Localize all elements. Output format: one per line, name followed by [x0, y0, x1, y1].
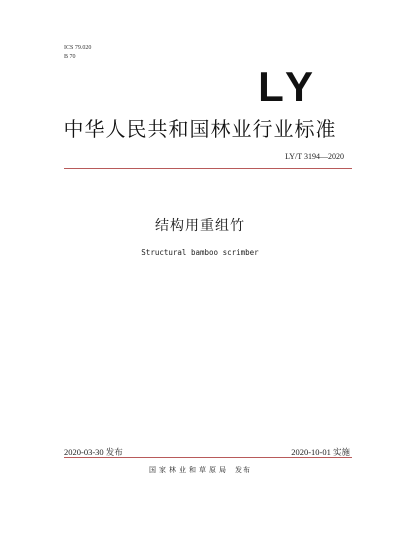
issuer-line	[0, 465, 400, 475]
ics-code: ICS 79.020	[64, 45, 92, 51]
ccs-code: B 70	[64, 54, 76, 60]
issuer-org: 国家林业和草原局	[149, 466, 229, 474]
implementation-date: 2020-10-01 实施	[291, 447, 350, 457]
standard-class-title: 中华人民共和国林业行业标准	[63, 117, 337, 141]
document-title-cn: 结构用重组竹	[155, 218, 245, 234]
issuer-suffix: 发布	[235, 466, 251, 474]
bottom-divider	[64, 457, 352, 458]
top-divider	[64, 168, 352, 169]
issue-date: 2020-03-30 发布	[64, 447, 123, 457]
document-title-en: Structural bamboo scrimber	[141, 248, 259, 257]
standard-number: LY/T 3194—2020	[285, 152, 344, 161]
ly-logo: LY	[258, 63, 318, 110]
